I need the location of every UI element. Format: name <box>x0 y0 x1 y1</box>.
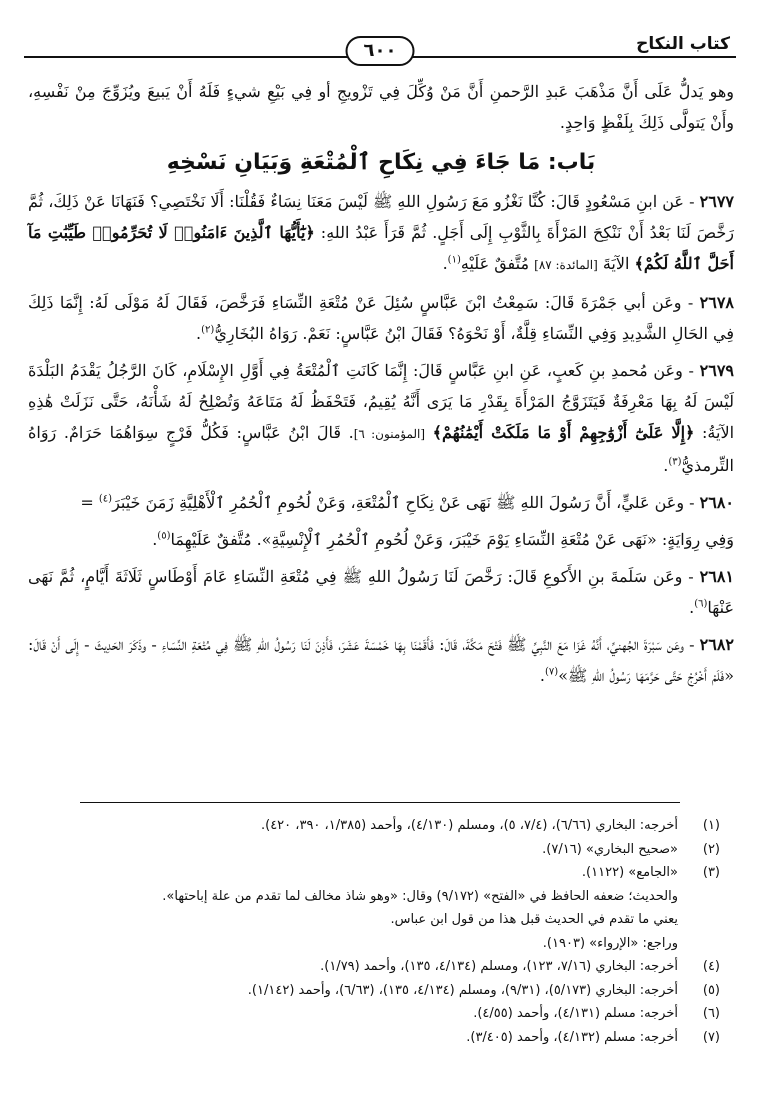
footnote-4 <box>60 955 720 979</box>
main-text <box>28 76 734 697</box>
footnote-6 <box>60 1002 720 1026</box>
footnote-text: أخرجه: البخاري (٧/١٦، ١٢٣)، ومسلم (٤/١٣٤، ١٣٥)، وأحمد (١/٧٩). <box>320 959 678 974</box>
footnote-ref[interactable]: (٧) <box>545 666 559 678</box>
hadith-number: ٢٦٨٢ <box>699 635 734 654</box>
footnote-text: أخرجه: مسلم (٤/١٣١)، وأحمد (٤/٥٥). <box>473 1006 678 1021</box>
footnote-number: (٥) <box>702 982 720 998</box>
hadith-end: . <box>689 598 695 617</box>
quran-verse: ﴿إِلَّا عَلَىٰٓ أَزْوَٰجِهِمْ أَوْ مَا مَلَكَتْ أَيْمَٰنُهُمْ﴾ <box>432 423 695 442</box>
footnote-ref[interactable]: (٢) <box>201 324 215 336</box>
footnote-number: (٣) <box>702 865 720 880</box>
footnote-text: أخرجه: مسلم (٤/١٣٢)، وأحمد (٣/٤٠٥). <box>466 1029 678 1045</box>
footnotes <box>60 814 720 1049</box>
footnote-ref[interactable]: (٤) <box>98 493 113 505</box>
footnote-text: «صحيح البخاري» (٧/١٦). <box>542 841 678 857</box>
chapter-heading: بَاب: مَا جَاءَ فِي نِكَاحِ ٱلْمُتْعَةِ وَبَيَانِ نَسْخِهِ <box>166 150 596 175</box>
hadith-end: . <box>663 456 669 475</box>
footnote-3-continuation: يعني ما تقدم في الحديث قبل هذا من قول ابن عباس. <box>390 912 678 927</box>
hadith-text: - وعَن أبي جَمْرَةَ قَالَ: سَمِعْتُ ابْنَ عَبَّاسٍ سُئِلَ عَنْ مُتْعَةِ النِّسَاءِ فَرَخَّصَ، فَقَالَ لَهُ مَوْلَى لَهُ: إِنَّمَا ذَلِكَ فِي الحَالِ الشَّدِيدِ وَفِي النِّسَاءِ قِلَّةٌ، أَوْ نَحْوَهُ؟ فَقَالَ ابْنُ عَبَّاسٍ: نَعَمْ. رَوَاهُ البُخَارِيُّ <box>28 293 734 343</box>
hadith-number: ٢٦٧٧ <box>699 192 734 211</box>
footnote-ref[interactable]: (٣) <box>668 456 682 468</box>
hadith-end: . <box>539 666 545 685</box>
hadith-end: . <box>196 324 202 343</box>
hadith-text: - وعَن سَبْرَةَ الجُهنيِّ، أَنَّهُ غَزَا مَعَ النَّبِيِّ ﷺ فَتْحَ مَكَّةَ، قَالَ: فَأَقَمْنَا بِهَا خَمْسَةَ عَشَرَ، فَأَذِنَ لَنَا رَسُولُ اللهِ ﷺ فِي مُتْعَةِ النِّسَاءِ - وذَكَرَ الحَدِيثَ - إِلَى أَنْ قَالَ: «فَلَمْ أَخْرُجْ حَتَّى حَرَّمَهَا رَسُولُ اللهِ ﷺ» <box>28 635 734 685</box>
hadith-end: . <box>152 530 158 549</box>
footnote-5 <box>60 979 720 1003</box>
hadith-closing: . قَالَ ابْنُ عَبَّاسٍ: فَكُلُّ فَرْجٍ سِوَاهُمَا حَرَامٌ. رَوَاهُ التِّرمذيُّ <box>28 423 734 475</box>
hadith-2677 <box>28 186 734 281</box>
hadith-2682 <box>28 629 734 691</box>
intro-paragraph: وهو يَدلُّ عَلَى أَنَّ مَذْهَبَ عَبدِ الرَّحمنِ أَنَّ مَنْ وُكِّلَ فِي تَزْويجِ أو فِي بَيْعِ شيءٍ فَلَهُ أَنْ يَبيعَ ويُزَوِّجَ مِنْ نَفْسِهِ، وأَنْ يَتولَّى ذَلِكَ بِلَفْظٍ وَاحِدٍ. <box>28 82 734 132</box>
hadith-text: - وعَن عَليٍّ، أَنَّ رَسُولَ اللهِ ﷺ نَهَى عَنْ نِكَاحِ ٱلْمُتْعَةِ، وَعَنْ لُحُومِ ٱلْحُمُرِ ٱلْأَهْلِيَّةِ زَمَنَ خَيْبَرَ <box>112 493 700 512</box>
footnote-3-continuation: والحديث؛ ضعفه الحافظ في «الفتح» (٩/١٧٢) وقال: «وهو شاذ مخالف لما تقدم من علة إباحتها». <box>162 888 678 904</box>
hadith-2678 <box>28 287 734 349</box>
footnote-3 <box>60 861 720 885</box>
footnote-ref[interactable]: (٥) <box>157 530 171 542</box>
hadith-text-after-verse <box>425 423 433 442</box>
hadith-number: ٢٦٧٩ <box>699 361 734 380</box>
hadith-end: . <box>442 254 448 273</box>
page-header <box>24 30 736 66</box>
footnote-ref[interactable]: (٦) <box>694 598 708 610</box>
footnote-number: (٢) <box>702 841 720 857</box>
book-title: كتاب النكاح <box>636 34 730 54</box>
footnote-text: أخرجه: البخاري (٥/١٧٣)، (٩/٣١)، ومسلم (٤/١٣٤، ١٣٥)، (٦/٦٣)، وأحمد (١/١٤٢). <box>247 982 678 998</box>
page-number: ٦٠٠ <box>346 36 415 66</box>
hadith-text: - عَن ابنِ مَسْعُودٍ قَالَ: كُنَّا نَغْزُو مَعَ رَسُولِ اللهِ ﷺ لَيْسَ مَعَنَا نِسَاءٌ فَقُلْنَا: أَلَا نَخْتَصِي؟ فَنَهَانَا عَنْ ذَلِكَ، ثُمَّ رَخَّصَ لَنَا بَعْدُ أَنْ نَنْكِحَ المَرْأَةَ بِالثَّوْبِ إِلَى أَجَلٍ. ثُمَّ قَرَأَ عَبْدُ اللهِ: <box>28 192 735 242</box>
hadith-end: = <box>80 493 99 512</box>
hadith-2680 <box>28 487 734 518</box>
hadith-2680-riwaya <box>28 524 734 555</box>
footnote-3-continuation: وراجع: «الإرواء» (١٩٠٣). <box>542 935 678 951</box>
hadith-number: ٢٦٧٨ <box>699 293 734 312</box>
footnote-ref[interactable]: (١) <box>447 254 461 266</box>
hadith-closing: مُتَّفقٌ عَلَيْهِ <box>460 254 535 273</box>
hadith-text-after-verse: الآيَةَ <box>597 254 635 273</box>
verse-source: [المائدة: ٨٧] <box>534 258 598 272</box>
hadith-text: - وعَن سَلَمةَ بنِ الأَكوعِ قَالَ: رَخَّصَ لَنَا رَسُولُ اللهِ ﷺ فِي مُتْعَةِ النِّسَاءِ عَامَ أَوْطَاسٍ ثَلَاثَةَ أَيَّامٍ، ثُمَّ نَهَى عَنْهَا <box>28 567 734 617</box>
footnote-separator <box>80 802 680 803</box>
footnote-7 <box>60 1026 720 1050</box>
hadith-number: ٢٦٨١ <box>699 567 734 586</box>
footnote-text: أخرجه: البخاري (٦/٦٦)، (٧/٤، ٥)، ومسلم (٤/١٣٠)، وأحمد (١/٣٨٥، ٣٩٠، ٤٢٠). <box>260 818 678 833</box>
footnote-number: (٧) <box>702 1029 720 1045</box>
footnote-number: (٤) <box>702 959 720 974</box>
hadith-text: وَفِي رِوَايَةٍ: «نَهَى عَنْ مُتْعَةِ النِّسَاءِ يَوْمَ خَيْبَرَ، وَعَنْ لُحُومِ ٱلْحُمُرِ ٱلْإِنْسِيَّةِ». مُتَّفقٌ عَلَيْهِمَا <box>170 530 734 549</box>
footnote-number: (٦) <box>702 1006 720 1021</box>
footnote-text: «الجامع» (١١٢٢). <box>581 865 678 880</box>
quran-verse: ﴿يَٰٓأَيُّهَا ٱلَّذِينَ ءَامَنُوا۟ لَا تُحَرِّمُوا۟ طَيِّبَٰتِ مَآ أَحَلَّ ٱللَّهُ لَكُمْ﴾ <box>28 223 734 273</box>
footnote-1 <box>60 814 720 838</box>
hadith-text: - وعَن مُحمدِ بنِ كَعبٍ، عَنِ ابنِ عَبَّاسٍ قَالَ: إِنَّمَا كَانَتِ ٱلْمُتْعَةُ فِي أَوَّلِ الإِسْلَامِ، كَانَ الرَّجُلُ يَقْدَمُ البَلْدَةَ لَيْسَ لَهُ بِهَا مَعْرِفَةٌ فَيَتَزَوَّجُ المَرْأَةَ بِقَدْرِ مَا يَرَى أَنَّهُ يُقِيمُ، فَتَحْفَظُ لَهُ مَتَاعَهُ وَتُصْلِحُ لَهُ شَأْنَهُ، حَتَّى نَزَلَتْ هَٰذِهِ الآيَةُ: <box>28 361 735 442</box>
footnote-number: (١) <box>702 818 720 833</box>
footnote-2 <box>60 838 720 862</box>
verse-source: [المؤمنون: ٦] <box>353 427 426 441</box>
hadith-number: ٢٦٨٠ <box>699 493 734 512</box>
hadith-2679 <box>28 355 734 481</box>
hadith-2681 <box>28 561 734 623</box>
